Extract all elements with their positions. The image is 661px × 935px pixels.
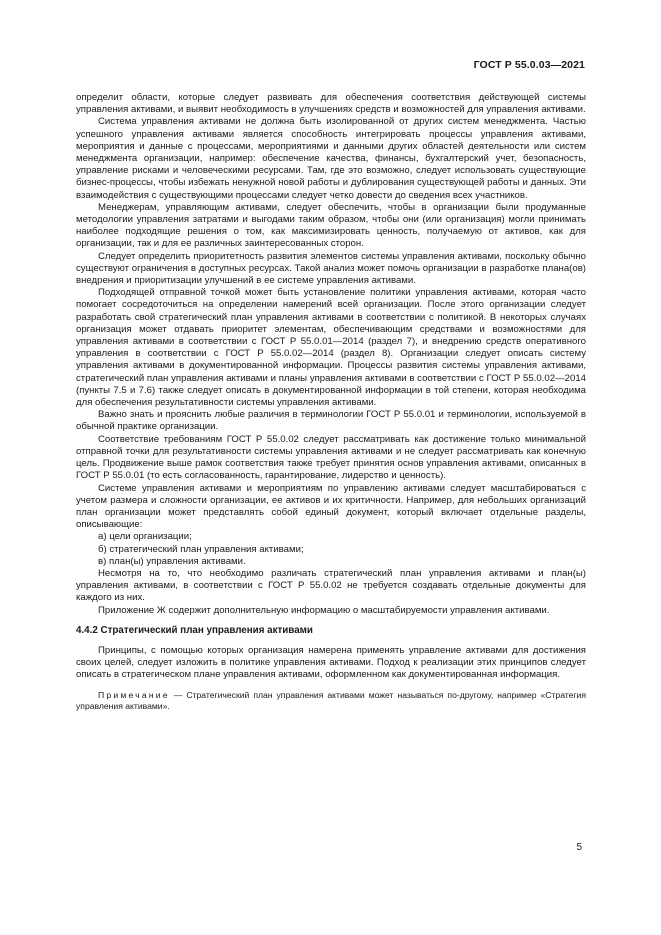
paragraph-7: Соответствие требованиям ГОСТ Р 55.0.02 следует рассматривать как достижение только минимальной отправной точки для результативности системы управления активами и не следует рассматривать как конечную цель. Продвижение выше рамок соответствия также требует принятия основ управления активами, описанных в ГОСТ Р 55.0.01 (то есть согласованность, гарантирование, лидерство и ценность). [76,433,586,482]
list-item: в) план(ы) управления активами. [98,555,246,567]
paragraph-2: Система управления активами не должна быть изолированной от других систем менеджмента. Частью успешного управления активами является способность интегрировать процессы управления активами, мероприятия и данные с процессами, мероприятиями и данными других областей деятельности или систем менеджмента организации, например: обеспечение качества, финансы, бухгалтерский учет, безопасность, управление рисками и человеческими ресурсами. Там, где это возможно, следует использовать существующие бизнес-процессы, чтобы избежать ненужной новой работы и дублирования существующей работы и данных. Эти взаимодействия с существующими процессами следует четко довести до сведения всех участников. [76,116,586,201]
document-id-header: ГОСТ Р 55.0.03—2021 [473,59,585,71]
paragraph-5: Подходящей отправной точкой может быть установление политики управления активами, которая часто помогает сосредоточиться на определении намерений всей организации. После этого организации следует разработать свой стратегический план управления активами в соответствии с политикой. В некоторых случаях организация может отдавать приоритет элементам, обеспечивающим средствами и возможностями для управления активами в соответствии с ГОСТ Р 55.0.01—2014 (раздел 7), и внедрению средств оперативного управления в соответствии с ГОСТ Р 55.0.02—2014 (раздел 8). Организации следует описать систему управления активами в документированной информации. Процессы развития системы управления активами, стратегический план управления активами и планы управления активами в соответствии с ГОСТ Р 55.0.02—2014 (пункты 7.5 и 7.6) также следует описать в документированной информации в той степени, которая необходима для обеспечения результативности системы управления активами. [76,287,586,409]
paragraph-4: Следует определить приоритетность развития элементов системы управления активами, поскольку обычно существуют ограничения в доступных ресурсах. Такой анализ может помочь организации в разработке плана(ов) внедрения и приоритизации улучшений в ее системе управления активами. [76,250,586,287]
paragraph-6: Важно знать и прояснить любые различия в терминологии ГОСТ Р 55.0.01 и терминологии, используемой в обычной практике организации. [76,409,586,433]
page-number: 5 [576,842,582,853]
paragraph-8: Системе управления активами и мероприятиям по управлению активами следует масштабироваться с учетом размера и сложности организации, ее активов и их критичности. Например, для небольших организаций план организации может представлять собой единый документ, который включает отдельные разделы, описывающие: [76,482,586,531]
paragraph-3: Менеджерам, управляющим активами, следует обеспечить, чтобы в организации были продуманные методологии управления затратами и выгодами таким образом, чтобы они (или организация) могли принимать наиболее подходящие решения о том, как максимизировать ценность, получаемую от активов, как для организации, так и для ее различных заинтересованных сторон. [76,201,586,250]
note-label: Примечание [98,689,170,700]
paragraph-10: Приложение Ж содержит дополнительную информацию о масштабируемости управления активами. [98,604,550,616]
note-text: — Стратегический план управления активами может называться по-другому, например «Стратегия управления активами». [76,689,586,712]
section-heading: 4.4.2 Стратегический план управления активами [76,624,313,636]
note [76,690,586,713]
list-item: а) цели организации; [98,531,192,543]
list-item: б) стратегический план управления активами; [98,543,304,555]
main-content [76,92,586,713]
section-paragraph: Принципы, с помощью которых организация намерена применять управление активами для достижения своих целей, следует изложить в политике управления активами. Подход к реализации этих принципов следует описать в стратегическом плане управления активами, оформленном как документированная информация. [76,644,586,681]
paragraph-1: определит области, которые следует развивать для обеспечения соответствия действующей системы управления активами, и выявит необходимость в улучшениях средств и возможностей для управления активами. [76,92,586,116]
paragraph-9: Несмотря на то, что необходимо различать стратегический план управления активами и план(ы) управления активами, в соответствии с ГОСТ Р 55.0.02 не требуется создавать отдельные документы для каждого из них. [76,567,586,604]
